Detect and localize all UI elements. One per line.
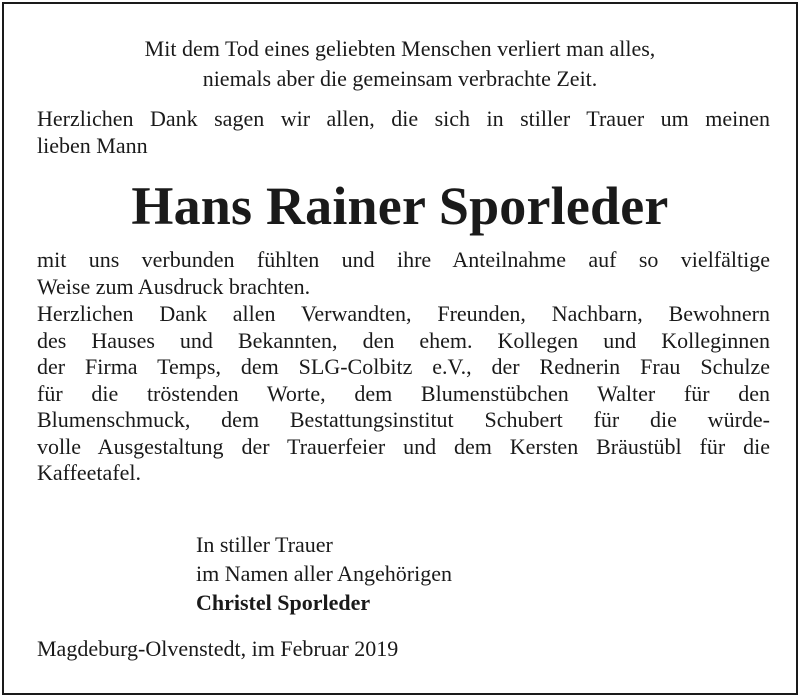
signoff-line-1: In stiller Trauer: [196, 532, 333, 557]
place-and-date: Magdeburg-Olvenstedt, im Februar 2019: [37, 636, 399, 661]
signer-name: Christel Sporleder: [196, 590, 371, 615]
signoff-block: [196, 530, 452, 617]
intro-line-2: lieben Mann: [37, 132, 148, 158]
thanks-1-line-1: mit uns verbunden fühlten und ihre Anteilnahme auf so vielfältige: [37, 247, 770, 272]
thanks-2-line-7: Kaffeetafel.: [37, 460, 142, 485]
thanks-2-line-2: des Hauses und Bekannten, den ehem. Kollegen und Kolleginnen: [37, 327, 770, 353]
thanks-2-line-5: Blumenschmuck, dem Bestattungsinstitut Schubert für die würde-: [37, 407, 770, 432]
signoff-line-2: im Namen aller Angehörigen: [196, 561, 452, 586]
thanks-2-line-6: volle Ausgestaltung der Trauerfeier und dem Kersten Bräustübl für die: [37, 433, 770, 459]
obituary-notice: [2, 2, 798, 695]
thanks-1-line-2: Weise zum Ausdruck brachten.: [37, 273, 311, 299]
thanks-2-line-4: für die tröstenden Worte, dem Blumenstübchen Walter für den: [37, 380, 770, 406]
deceased-name: Hans Rainer Sporleder: [131, 176, 669, 236]
intro-line-1: Herzlichen Dank sagen wir allen, die sich in stiller Trauer um meinen: [37, 106, 770, 131]
thanks-2-line-3: der Firma Temps, dem SLG-Colbitz e.V., der Rednerin Frau Schulze: [37, 354, 770, 379]
thanks-paragraph-2: [37, 301, 770, 487]
intro-paragraph: [37, 106, 770, 159]
thanks-paragraph-1: [37, 247, 770, 300]
motto-line-2: niemals aber die gemeinsam verbrachte Zeit.: [202, 66, 598, 91]
thanks-2-line-1: Herzlichen Dank allen Verwandten, Freunden, Nachbarn, Bewohnern: [37, 301, 770, 326]
motto: [4, 34, 796, 94]
motto-line-1: Mit dem Tod eines geliebten Menschen verliert man alles,: [144, 36, 656, 61]
